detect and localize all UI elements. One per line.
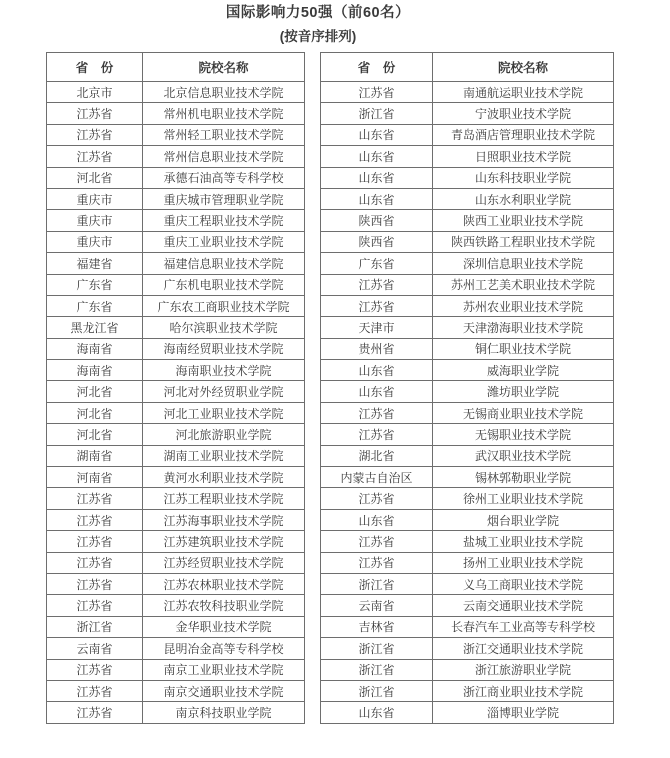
institution-cell: 湖南工业职业技术学院: [143, 445, 305, 466]
province-cell: 浙江省: [321, 659, 433, 680]
province-cell: 重庆市: [47, 210, 143, 231]
header-row: [47, 53, 305, 82]
province-cell: 北京市: [47, 82, 143, 103]
province-cell: 广东省: [47, 274, 143, 295]
province-cell: 云南省: [47, 638, 143, 659]
table-row: [321, 188, 614, 209]
institution-cell: 海南经贸职业技术学院: [143, 338, 305, 359]
province-cell: 广东省: [321, 253, 433, 274]
province-cell: 河北省: [47, 381, 143, 402]
table-row: [47, 445, 305, 466]
table-row: [321, 659, 614, 680]
table-body: [47, 82, 305, 724]
province-cell: 海南省: [47, 360, 143, 381]
institution-cell: 昆明冶金高等专科学校: [143, 638, 305, 659]
province-cell: 江苏省: [47, 552, 143, 573]
province-cell: 江苏省: [47, 103, 143, 124]
province-cell: 江苏省: [47, 509, 143, 530]
institution-cell: 铜仁职业技术学院: [433, 338, 614, 359]
table-row: [47, 402, 305, 423]
province-cell: 内蒙古自治区: [321, 467, 433, 488]
province-cell: 浙江省: [321, 680, 433, 701]
institution-cell: 云南交通职业技术学院: [433, 595, 614, 616]
table-row: [321, 488, 614, 509]
institution-cell: 淄博职业学院: [433, 702, 614, 723]
table-row: [321, 274, 614, 295]
institution-cell: 日照职业技术学院: [433, 146, 614, 167]
table-row: [47, 552, 305, 573]
province-cell: 湖南省: [47, 445, 143, 466]
province-cell: 江苏省: [47, 680, 143, 701]
table-row: [47, 616, 305, 637]
table-row: [47, 702, 305, 723]
province-cell: 吉林省: [321, 616, 433, 637]
table-row: [321, 595, 614, 616]
institution-cell: 南通航运职业技术学院: [433, 82, 614, 103]
province-cell: 江苏省: [321, 531, 433, 552]
table-row: [47, 531, 305, 552]
table-row: [321, 702, 614, 723]
province-cell: 江苏省: [321, 552, 433, 573]
table-row: [47, 509, 305, 530]
province-cell: 陕西省: [321, 210, 433, 231]
table-row: [321, 616, 614, 637]
table-row: [321, 82, 614, 103]
institution-cell: 浙江交通职业技术学院: [433, 638, 614, 659]
province-cell: 河南省: [47, 467, 143, 488]
institution-cell: 深圳信息职业技术学院: [433, 253, 614, 274]
table-row: [47, 467, 305, 488]
institution-header: 院校名称: [433, 53, 614, 82]
institution-cell: 北京信息职业技术学院: [143, 82, 305, 103]
institution-cell: 河北旅游职业学院: [143, 424, 305, 445]
table-row: [321, 531, 614, 552]
institution-cell: 南京科技职业学院: [143, 702, 305, 723]
institution-cell: 烟台职业学院: [433, 509, 614, 530]
table-row: [321, 381, 614, 402]
table-row: [47, 317, 305, 338]
institution-cell: 武汉职业技术学院: [433, 445, 614, 466]
content-area: [46, 0, 595, 724]
institution-cell: 黄河水利职业技术学院: [143, 467, 305, 488]
table-row: [321, 146, 614, 167]
table-row: [321, 680, 614, 701]
table-row: [47, 103, 305, 124]
table-row: [321, 360, 614, 381]
table-row: [321, 467, 614, 488]
ranking-table-right: [320, 52, 614, 724]
province-cell: 山东省: [321, 509, 433, 530]
table-row: [47, 231, 305, 252]
institution-cell: 陕西工业职业技术学院: [433, 210, 614, 231]
province-cell: 江苏省: [47, 146, 143, 167]
province-cell: 浙江省: [47, 616, 143, 637]
institution-cell: 徐州工业职业技术学院: [433, 488, 614, 509]
institution-cell: 陕西铁路工程职业技术学院: [433, 231, 614, 252]
province-cell: 山东省: [321, 167, 433, 188]
institution-cell: 天津渤海职业技术学院: [433, 317, 614, 338]
province-cell: 江苏省: [47, 573, 143, 594]
institution-cell: 浙江旅游职业学院: [433, 659, 614, 680]
institution-cell: 苏州农业职业技术学院: [433, 295, 614, 316]
table-row: [47, 659, 305, 680]
header-row: [321, 53, 614, 82]
province-cell: 江苏省: [47, 595, 143, 616]
institution-cell: 江苏工程职业技术学院: [143, 488, 305, 509]
province-cell: 浙江省: [321, 638, 433, 659]
table-row: [47, 424, 305, 445]
institution-cell: 无锡商业职业技术学院: [433, 402, 614, 423]
table-row: [321, 424, 614, 445]
province-cell: 贵州省: [321, 338, 433, 359]
province-cell: 江苏省: [321, 82, 433, 103]
table-row: [321, 402, 614, 423]
table-row: [321, 103, 614, 124]
table-row: [47, 274, 305, 295]
province-header: 省 份: [321, 53, 433, 82]
institution-cell: 重庆城市管理职业学院: [143, 188, 305, 209]
table-row: [321, 509, 614, 530]
institution-cell: 扬州工业职业技术学院: [433, 552, 614, 573]
table-row: [47, 573, 305, 594]
ranking-table-left: [46, 52, 305, 724]
table-row: [321, 338, 614, 359]
table-row: [47, 146, 305, 167]
province-cell: 重庆市: [47, 231, 143, 252]
institution-cell: 江苏经贸职业技术学院: [143, 552, 305, 573]
institution-cell: 盐城工业职业技术学院: [433, 531, 614, 552]
table-row: [47, 82, 305, 103]
institution-cell: 山东水利职业学院: [433, 188, 614, 209]
province-cell: 河北省: [47, 167, 143, 188]
table-row: [47, 295, 305, 316]
institution-cell: 南京工业职业技术学院: [143, 659, 305, 680]
province-cell: 山东省: [321, 146, 433, 167]
institution-cell: 河北工业职业技术学院: [143, 402, 305, 423]
province-cell: 广东省: [47, 295, 143, 316]
province-cell: 浙江省: [321, 103, 433, 124]
province-cell: 云南省: [321, 595, 433, 616]
table-row: [321, 638, 614, 659]
institution-cell: 山东科技职业学院: [433, 167, 614, 188]
institution-cell: 江苏农林职业技术学院: [143, 573, 305, 594]
institution-cell: 江苏农牧科技职业学院: [143, 595, 305, 616]
table-row: [47, 488, 305, 509]
province-cell: 山东省: [321, 381, 433, 402]
table-body: [321, 82, 614, 724]
table-row: [321, 317, 614, 338]
table-row: [321, 231, 614, 252]
table-row: [321, 573, 614, 594]
institution-cell: 重庆工业职业技术学院: [143, 231, 305, 252]
institution-cell: 青岛酒店管理职业技术学院: [433, 124, 614, 145]
institution-cell: 苏州工艺美术职业技术学院: [433, 274, 614, 295]
province-cell: 重庆市: [47, 188, 143, 209]
institution-cell: 金华职业技术学院: [143, 616, 305, 637]
province-cell: 江苏省: [47, 124, 143, 145]
institution-cell: 南京交通职业技术学院: [143, 680, 305, 701]
table-row: [47, 210, 305, 231]
institution-cell: 广东机电职业技术学院: [143, 274, 305, 295]
province-cell: 江苏省: [321, 295, 433, 316]
province-cell: 山东省: [321, 124, 433, 145]
institution-cell: 长春汽车工业高等专科学校: [433, 616, 614, 637]
province-cell: 河北省: [47, 402, 143, 423]
institution-cell: 潍坊职业学院: [433, 381, 614, 402]
table-row: [47, 360, 305, 381]
province-header: 省 份: [47, 53, 143, 82]
institution-cell: 江苏建筑职业技术学院: [143, 531, 305, 552]
province-cell: 陕西省: [321, 231, 433, 252]
institution-cell: 广东农工商职业技术学院: [143, 295, 305, 316]
table-row: [47, 188, 305, 209]
table-row: [47, 638, 305, 659]
institution-cell: 威海职业学院: [433, 360, 614, 381]
province-cell: 江苏省: [47, 702, 143, 723]
province-cell: 山东省: [321, 360, 433, 381]
institution-cell: 哈尔滨职业技术学院: [143, 317, 305, 338]
institution-cell: 海南职业技术学院: [143, 360, 305, 381]
province-cell: 福建省: [47, 253, 143, 274]
province-cell: 江苏省: [47, 488, 143, 509]
table-header: [321, 53, 614, 82]
institution-cell: 承德石油高等专科学校: [143, 167, 305, 188]
province-cell: 江苏省: [321, 488, 433, 509]
institution-cell: 义乌工商职业技术学院: [433, 573, 614, 594]
page-title: 国际影响力50强（前60名）: [225, 5, 411, 21]
institution-cell: 河北对外经贸职业学院: [143, 381, 305, 402]
province-cell: 湖北省: [321, 445, 433, 466]
table-row: [47, 381, 305, 402]
institution-cell: 常州轻工职业技术学院: [143, 124, 305, 145]
tables-container: [46, 52, 595, 724]
table-row: [321, 295, 614, 316]
institution-cell: 重庆工程职业技术学院: [143, 210, 305, 231]
institution-cell: 宁波职业技术学院: [433, 103, 614, 124]
page-subtitle: (按音序排列): [279, 29, 357, 44]
institution-cell: 常州信息职业技术学院: [143, 146, 305, 167]
table-row: [321, 445, 614, 466]
table-row: [321, 124, 614, 145]
province-cell: 江苏省: [321, 402, 433, 423]
province-cell: 江苏省: [321, 274, 433, 295]
province-cell: 江苏省: [47, 531, 143, 552]
province-cell: 海南省: [47, 338, 143, 359]
institution-cell: 浙江商业职业技术学院: [433, 680, 614, 701]
institution-cell: 常州机电职业技术学院: [143, 103, 305, 124]
province-cell: 江苏省: [47, 659, 143, 680]
province-cell: 黑龙江省: [47, 317, 143, 338]
table-row: [47, 595, 305, 616]
institution-cell: 福建信息职业技术学院: [143, 253, 305, 274]
institution-cell: 江苏海事职业技术学院: [143, 509, 305, 530]
table-row: [47, 338, 305, 359]
table-header: [47, 53, 305, 82]
table-row: [321, 210, 614, 231]
province-cell: 山东省: [321, 188, 433, 209]
table-row: [47, 680, 305, 701]
province-cell: 浙江省: [321, 573, 433, 594]
table-row: [321, 253, 614, 274]
table-row: [47, 253, 305, 274]
province-cell: 山东省: [321, 702, 433, 723]
institution-cell: 锡林郭勒职业学院: [433, 467, 614, 488]
province-cell: 江苏省: [321, 424, 433, 445]
institution-cell: 无锡职业技术学院: [433, 424, 614, 445]
province-cell: 天津市: [321, 317, 433, 338]
institution-header: 院校名称: [143, 53, 305, 82]
table-row: [321, 167, 614, 188]
table-row: [321, 552, 614, 573]
table-row: [47, 167, 305, 188]
table-row: [47, 124, 305, 145]
province-cell: 河北省: [47, 424, 143, 445]
